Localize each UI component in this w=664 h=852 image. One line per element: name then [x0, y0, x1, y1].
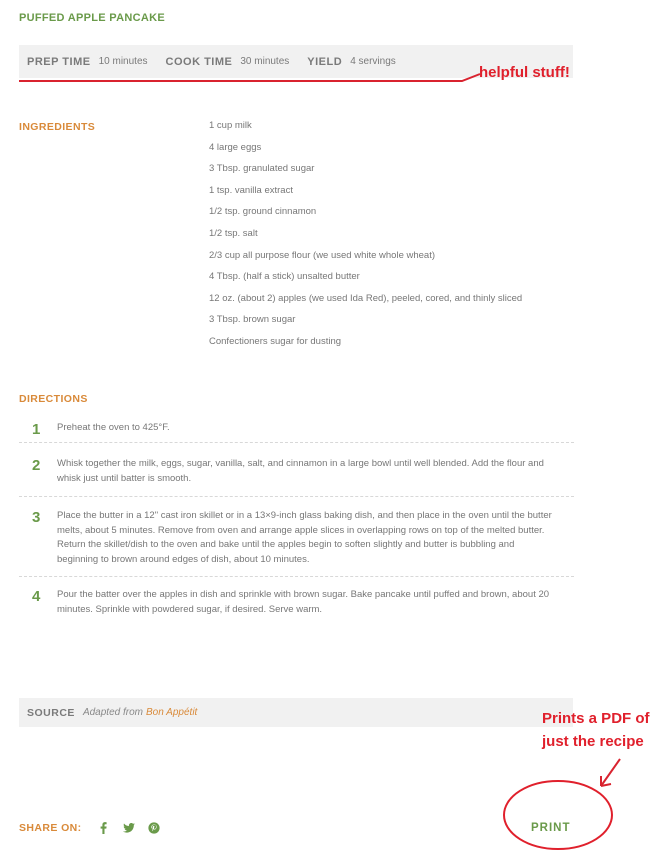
share-label: SHARE ON: [19, 822, 82, 834]
list-item: 4 Tbsp. (half a stick) unsalted butter [209, 271, 360, 283]
step-text: Preheat the oven to 425°F. [57, 422, 170, 433]
direction-step [19, 497, 574, 577]
step-text: Whisk together the milk, eggs, sugar, vanilla, salt, and cinnamon in a large bowl until well blended. Add the flour and whisk just until batter is smooth. [57, 458, 544, 484]
list-item: 1 cup milk [209, 120, 252, 131]
annotation-underline [19, 80, 449, 82]
yield-value: 4 servings [350, 56, 396, 67]
cook-time-value: 30 minutes [240, 56, 290, 67]
list-item: 1 tsp. vanilla extract [209, 184, 293, 196]
list-item: 2/3 cup all purpose flour (we used white whole wheat) [209, 249, 436, 261]
source-link[interactable]: Bon Appétit [145, 707, 198, 718]
annotation-circle-print [500, 776, 616, 852]
twitter-icon[interactable] [123, 822, 135, 834]
ingredients-heading: INGREDIENTS [19, 121, 96, 133]
list-item: 1/2 tsp. ground cinnamon [209, 206, 317, 218]
list-item: 12 oz. (about 2) apples (we used Ida Red), peeled, cored, and thinly sliced [209, 292, 523, 304]
prep-time [27, 56, 148, 68]
prep-time-label: PREP TIME [27, 55, 91, 68]
prep-time-value: 10 minutes [98, 56, 148, 67]
direction-step [19, 443, 574, 497]
direction-step [19, 577, 574, 627]
step-text: Pour the batter over the apples in dish and sprinkle with brown sugar. Bake pancake until puffed and brown, about 20 minutes. Sprinkle with powdered sugar, if desired. Serve warm. [57, 589, 550, 615]
recipe-title: PUFFED APPLE PANCAKE [19, 12, 165, 24]
source-bar [19, 698, 573, 727]
print-button[interactable]: PRINT [531, 822, 571, 834]
source-prefix: Adapted from [82, 707, 143, 718]
list-item: Confectioners sugar for dusting [209, 335, 342, 347]
cook-time [166, 56, 290, 68]
step-text: Place the butter in a 12" cast iron skillet or in a 13×9-inch glass baking dish, and then place in the oven until the butter melts, about 5 minutes. Remove from oven and arrange apple slices in overlapping rows on top of the melted butter. Return the skillet/dish to the oven and bake until the apples begin to soften slightly and butter is bubbling and beginning to brown around edges of dish, about 10 minutes. [57, 510, 552, 565]
step-number: 3 [32, 509, 41, 526]
annotation-helpful-text: helpful stuff! [479, 64, 570, 81]
yield [307, 56, 395, 68]
cook-time-label: COOK TIME [165, 55, 233, 68]
step-number: 2 [32, 457, 41, 474]
annotation-arrow-helpful [444, 70, 484, 84]
annotation-print-note-line2: just the recipe [542, 733, 644, 750]
direction-step [19, 414, 574, 443]
list-item: 3 Tbsp. brown sugar [209, 314, 296, 326]
source-label: SOURCE [27, 706, 75, 719]
list-item: 3 Tbsp. granulated sugar [209, 163, 315, 175]
share-bar [19, 822, 173, 834]
step-number: 4 [32, 588, 41, 605]
yield-label: YIELD [307, 55, 343, 68]
step-number: 1 [32, 421, 41, 438]
list-item: 4 large eggs [209, 141, 262, 153]
annotation-print-note-line1: Prints a PDF of [542, 710, 650, 727]
pinterest-icon[interactable] [148, 822, 160, 834]
directions-heading: DIRECTIONS [19, 393, 88, 405]
ingredients-list [209, 115, 569, 353]
facebook-icon[interactable] [98, 822, 110, 834]
list-item: 1/2 tsp. salt [209, 227, 258, 239]
directions-list [19, 414, 574, 627]
